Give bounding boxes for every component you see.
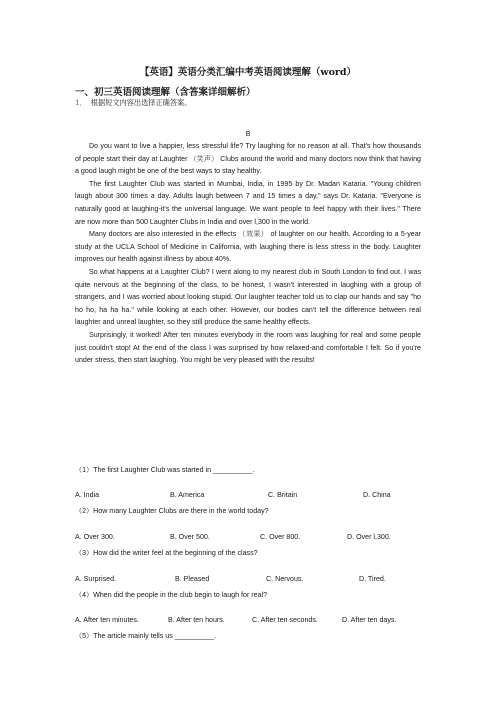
- section-heading: 一、初三英语阅读理解（含答案详细解析）: [75, 87, 256, 98]
- option: B. After ten hours.: [168, 616, 225, 624]
- document-title: 【英语】英语分类汇编中考英语阅读理解（word）: [139, 67, 357, 78]
- option: D. Over l,300.: [347, 533, 391, 541]
- option: C. After ten seconds.: [252, 616, 318, 624]
- paragraph-3: [75, 228, 421, 266]
- instruction: [75, 98, 191, 108]
- instruction-number: 1．: [75, 98, 87, 107]
- paragraph-4: [75, 266, 421, 329]
- option: A. India: [75, 491, 100, 499]
- paragraph-text: Surprisingly, it worked! After ten minutes everybody in the room was laughing for real and some people just couldn't stop! At the end of the class I was surprised by how relaxed-and comfortable I felt. So if you're under stress, then start laughing. You might be very pleased with the results!: [75, 330, 421, 365]
- option: C. Britain: [268, 491, 298, 499]
- gloss-effects: （效果）: [238, 229, 269, 239]
- paragraph-text: Clubs around the world and many doctors now think that having a good laugh might be one of the best ways to stay healthy.: [75, 154, 422, 176]
- option: C. Over 800.: [260, 533, 301, 541]
- paragraph-text: The first Laughter Club was started in Mumbai, India, in 1995 by Dr. Madan Kataria. "Young children laugh about 300 times a day. Adults laugh between 7 and 15 times a day," says Dr. Kataria. "Everyone is naturally good at laughing-it's the universal language. We want people to feel happy with their lives." There are now more than 500 Laughter Clubs in India and over l,300 in the world.: [75, 179, 421, 226]
- question-2-stem: （2）How many Laughter Clubs are there in the world today?: [75, 507, 269, 515]
- paragraph-1: [75, 140, 421, 178]
- paragraph-text: Many doctors are also interested in the effects: [89, 230, 239, 239]
- option: D. China: [363, 491, 391, 499]
- option: A. Over 300.: [75, 533, 115, 541]
- gloss-laughter: （笑声）: [189, 153, 219, 163]
- question-3-stem: （3）How did the writer feel at the beginning of the class?: [75, 549, 258, 557]
- paragraph-text: So what happens at a Laughter Club? I went along to my nearest club in South London to find out. I was quite nervous at the beginning of the class, to be honest, I wasn't interested in laughing with a group of strangers, and I was worried about looking stupid. Our laughter teacher told us to clap our hands and say "ho ho ho, ha ha ha." while looking at each other. However, our bodies can't tell the difference between real laughter and unreal laughter, so they still produce the same healthy effects.: [75, 267, 421, 327]
- question-4-stem: （4）When did the people in the club begin to laugh for real?: [75, 591, 268, 599]
- paragraph-5: [75, 329, 421, 367]
- option: A. After ten minutes.: [75, 616, 139, 624]
- option: B. Over 500.: [170, 533, 210, 541]
- option: B. Pleased: [175, 575, 210, 583]
- instruction-text: 根据短文内容出选择正确答案。: [90, 98, 192, 107]
- option: D. After ten days.: [342, 616, 397, 624]
- question-1-stem: （1）The first Laughter Club was started in __________.: [75, 466, 255, 474]
- option: C. Nervous.: [266, 575, 304, 583]
- option: A. Surprised.: [75, 575, 117, 583]
- paragraph-text: of laughter on our health. According to a 5-year study at the UCLA School of Medicine in California, with laughing there is less stress in the body. Laughter improves our health against illness by about 40%.: [75, 230, 422, 264]
- paragraph-2: [75, 178, 421, 228]
- option: B. America: [170, 491, 205, 499]
- passage-label: B: [245, 129, 251, 138]
- passage-body: [75, 140, 421, 367]
- option: D. Tired.: [359, 575, 386, 583]
- question-5-stem: （5）The article mainly tells us __________.: [75, 632, 217, 640]
- paragraph-text: Do you want to live a happier, less stressful life? Try laughing for no reason at all. That's how thousands of people start their day at Laughter: [75, 142, 421, 163]
